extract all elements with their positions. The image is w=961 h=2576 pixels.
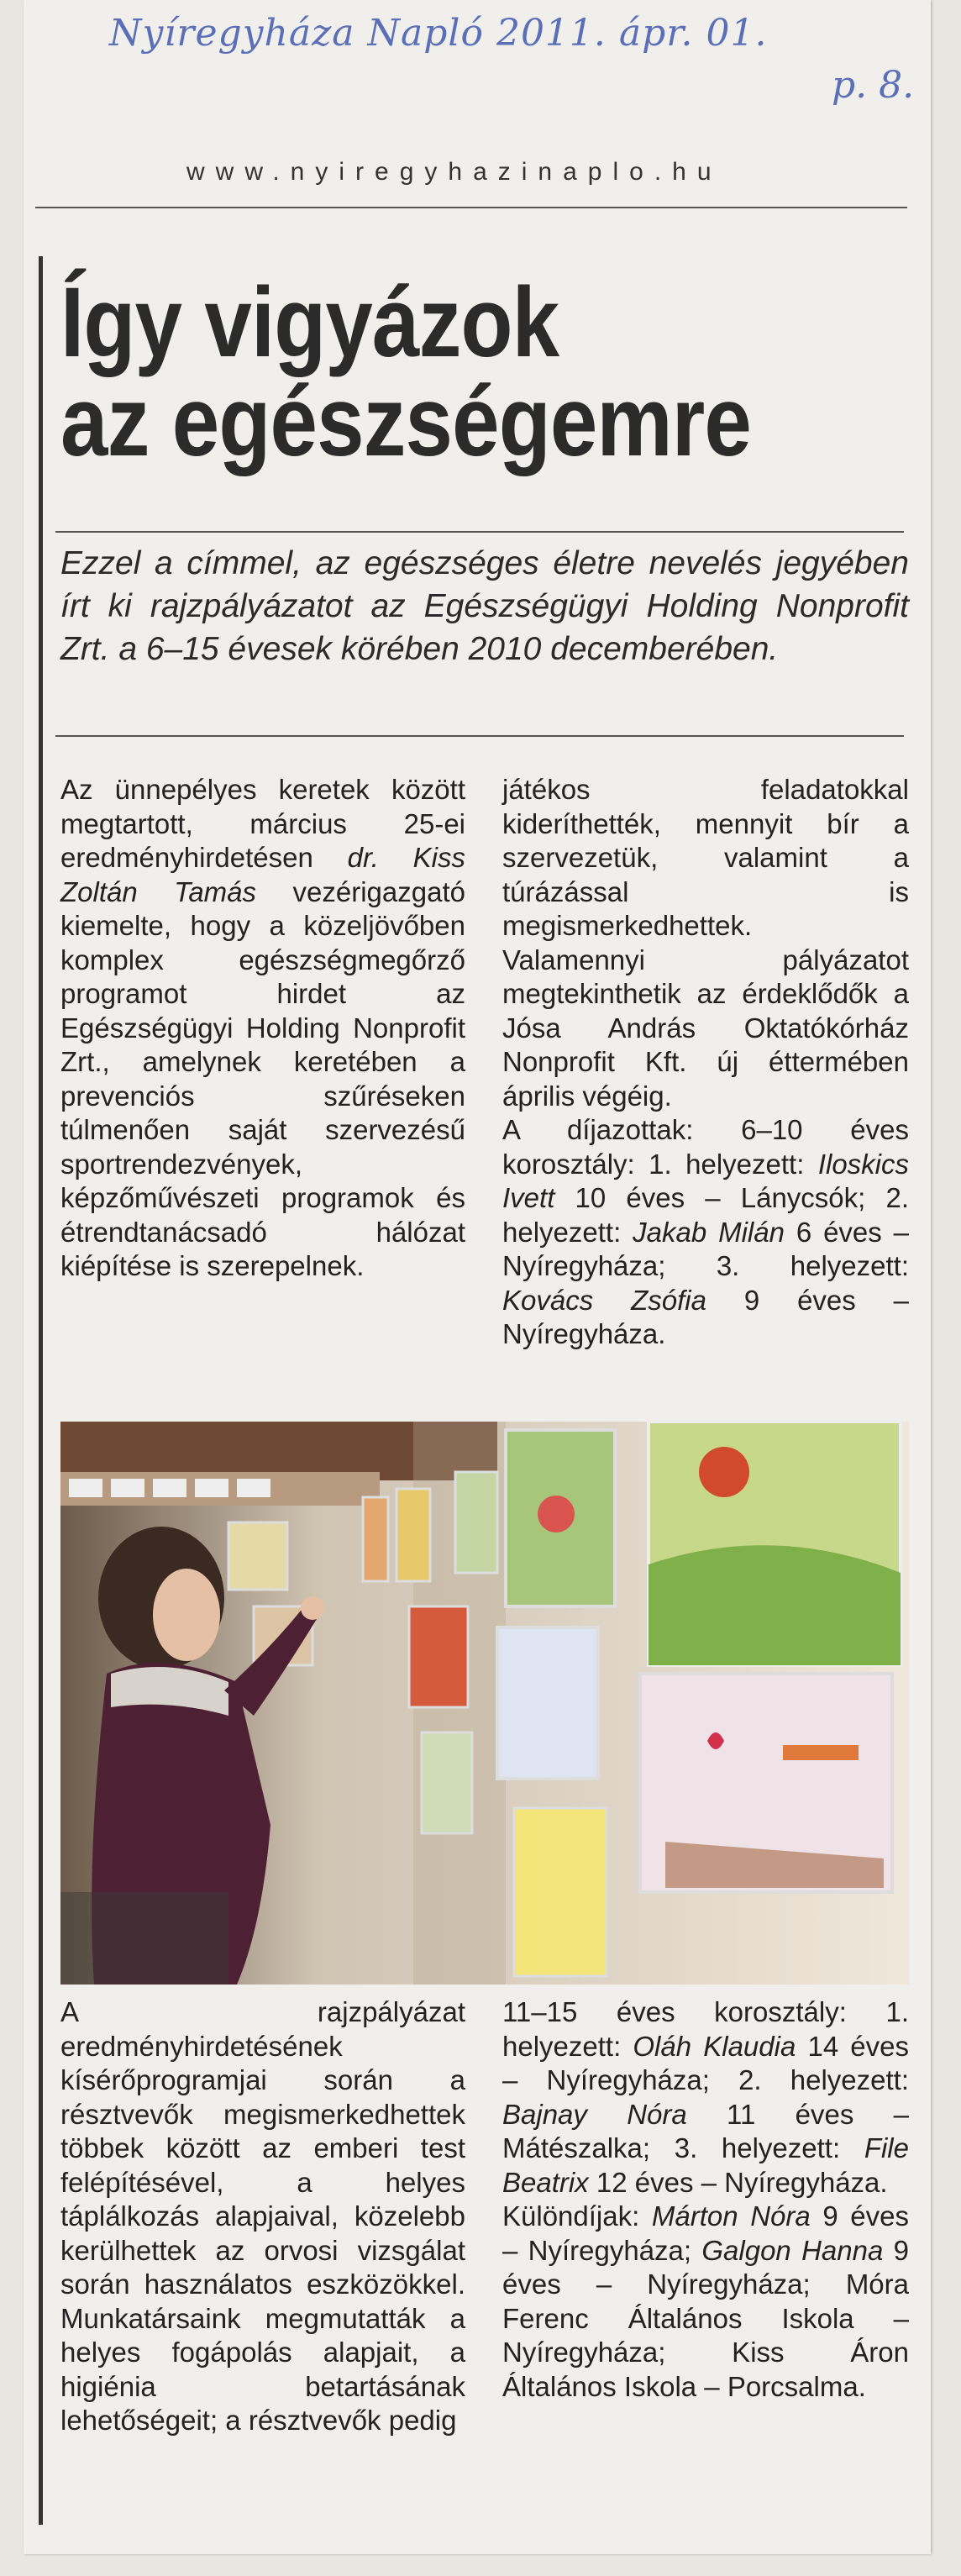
header-rule bbox=[35, 207, 907, 208]
left-margin-bar bbox=[39, 256, 43, 2525]
paragraph bbox=[502, 1995, 909, 2200]
photo-girl-pointing-at-drawings bbox=[60, 1422, 909, 1985]
paragraph: A rajzpályázat eredményhirdetésének kísérőprogramjai során a résztvevők megismerkedhettek többek között az emberi test felépítésével, a helyes táplálkozás alapjaival, közelebb kerülhettek az orvosi vizsgálat során használatos eszközökkel. Munkatársaink megmutatták a helyes fogápolás alapjait, a higiénia betartásának lehetőségeit; a résztvevők pedig bbox=[60, 1996, 465, 2436]
article-column-3 bbox=[60, 1995, 465, 2438]
lead-paragraph: Ezzel a címmel, az egészséges életre nevelés jegyében írt ki rajzpályázatot az Egészségügyi Holding Nonprofit Zrt. a 6–15 évesek körében 2010 decemberében. bbox=[60, 545, 909, 667]
paragraph bbox=[60, 773, 465, 1284]
paragraph bbox=[502, 2200, 909, 2404]
winner-name: Bajnay Nóra bbox=[502, 2098, 687, 2130]
winner-name: Kovács Zsófia bbox=[502, 1284, 706, 1316]
text-run: 6 éves – Nyíregyháza; 3. helyezett: bbox=[502, 1216, 910, 1281]
headline-line-1: Így vigyázok bbox=[60, 267, 559, 378]
text-run: 10 éves – Lánycsók; 2. helyezett: bbox=[502, 1182, 909, 1248]
text-run: 11 éves – Mátészalka; 3. helyezett: bbox=[502, 2098, 909, 2163]
exhibition-photo bbox=[60, 1422, 909, 1985]
winner-name: Márton Nóra bbox=[651, 2200, 811, 2232]
handwritten-source-note bbox=[109, 8, 916, 109]
winner-name: File Beatrix bbox=[502, 2132, 909, 2198]
text-run: Az ünnepélyes keretek között megtartott, március 25-ei eredményhirdetésen bbox=[60, 774, 465, 873]
winner-name: Jakab Milán bbox=[633, 1216, 785, 1248]
headline-line-2: az egészségemre bbox=[60, 366, 751, 477]
handwritten-date: Nyíregyháza Napló 2011. ápr. 01. bbox=[109, 12, 768, 55]
handwritten-page: p. 8. bbox=[832, 64, 915, 107]
article-column-4 bbox=[502, 1995, 909, 2404]
paragraph: játékos feladatokkal kideríthették, mennyit bír a szervezetük, valamint a túrázással is megismerkedhettek. bbox=[502, 774, 909, 941]
person-name: dr. Kiss Zoltán Tamás bbox=[60, 842, 465, 907]
paragraph bbox=[502, 1113, 909, 1352]
article-column-2 bbox=[502, 773, 909, 1352]
winner-name: Galgon Hanna bbox=[701, 2234, 884, 2266]
winner-name: Oláh Klaudia bbox=[633, 2030, 796, 2062]
headline bbox=[60, 267, 790, 477]
paragraph: Valamennyi pályázatot megtekinthetik az érdeklődők a Jósa András Oktatókórház Nonprofit Kft. új éttermében április végéig. bbox=[502, 944, 909, 1112]
lead-bottom-rule bbox=[55, 735, 904, 737]
text-run: 12 éves – Nyíregyháza. bbox=[588, 2166, 888, 2198]
text-run: 9 éves – Nyíregyháza; Móra Ferenc Általános Iskola – Nyíregyháza; Kiss Áron Általános Iskola – Porcsalma. bbox=[502, 2234, 909, 2402]
text-run: 9 éves – Nyíregyháza. bbox=[502, 1284, 910, 1349]
text-run: vezérigazgató kiemelte, hogy a közeljövőben komplex egészségmegőrző programot hirdet az Egészségügyi Holding Nonprofit Zrt., amelynek keretében a prevenciós szűréseken túlmenően saját szervezésű sportrendezvények, képzőművészeti programok és étrendtanácsadó hálózat kiépítése is szerepelnek. bbox=[60, 875, 465, 1281]
article-column-1 bbox=[60, 773, 465, 1284]
text-run: 11–15 éves korosztály: 1. helyezett: bbox=[502, 1996, 909, 2062]
text-run: 9 éves – Nyíregyháza; bbox=[502, 2200, 909, 2266]
website-url: www.nyiregyhazinaplo.hu bbox=[186, 158, 722, 186]
text-run: 14 éves – Nyíregyháza; 2. helyezett: bbox=[502, 2030, 910, 2095]
text-run: Különdíjak: bbox=[502, 2200, 652, 2232]
text-run: A díjazottak: 6–10 éves korosztály: 1. helyezett: bbox=[502, 1114, 909, 1180]
lead-top-rule bbox=[55, 531, 904, 533]
winner-name: Iloskics Ivett bbox=[502, 1148, 909, 1213]
